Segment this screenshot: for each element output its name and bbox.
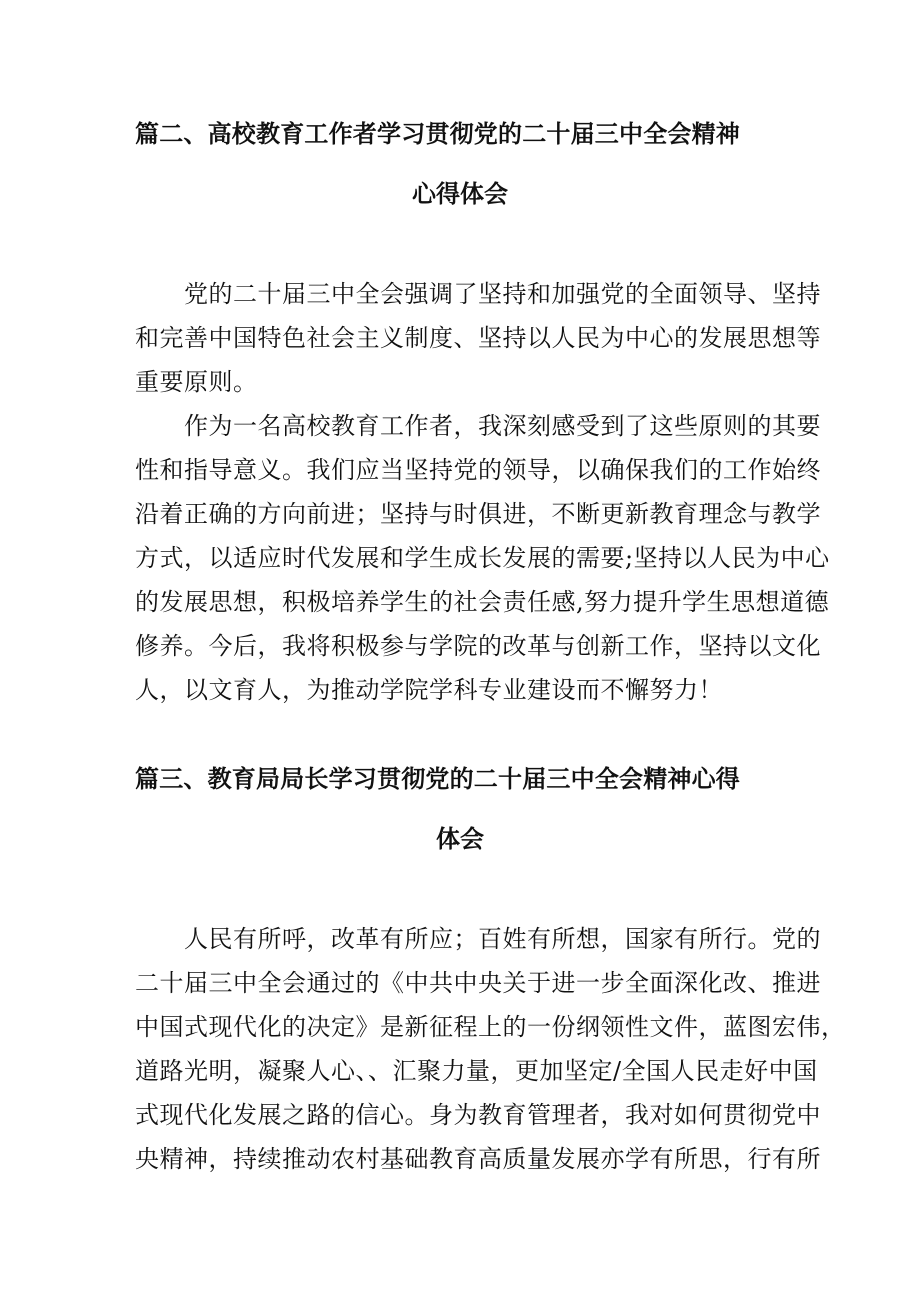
section3-paragraph-1 (135, 917, 846, 1181)
paragraph-line: 和完善中国特色社会主义制度、坚持以人民为中心的发展思想等 (135, 324, 821, 352)
paragraph-line: 道路光明，凝聚人心、、汇聚力量，更加坚定/全国人民走好中国 (135, 1057, 818, 1085)
paragraph-line: 式现代化发展之路的信心。身为教育管理者，我对如何贯彻党中 (135, 1101, 821, 1129)
paragraph-line: 作为一名高校教育工作者，我深刻感受到了这些原则的其要 (135, 412, 821, 440)
section2-paragraph-1 (135, 272, 821, 404)
paragraph-line: 人，以文育人，为推动学院学科专业建设而不懈努力！ (135, 676, 723, 704)
paragraph-line: 党的二十届三中全会强调了坚持和加强党的全面领导、坚持 (135, 280, 821, 308)
paragraph-line: 人民有所呼，改革有所应；百姓有所想，国家有所行。党的 (135, 925, 821, 953)
paragraph-line: 沿着正确的方向前进；坚持与时俱进，不断更新教育理念与教学 (135, 500, 821, 528)
section3-title-line1: 篇三、教育局局长学习贯彻党的二十届三中全会精神心得 (135, 764, 740, 793)
section2-title-line1: 篇二、高校教育工作者学习贯彻党的二十届三中全会精神 (135, 119, 740, 148)
paragraph-line: 重要原则。 (135, 368, 258, 396)
paragraph-line: 的发展思想，积极培养学生的社会责任感,努力提升学生思想道德 (135, 588, 830, 616)
paragraph-line: 中国式现代化的决定》是新征程上的一份纲领性文件，蓝图宏伟， (135, 1013, 846, 1041)
paragraph-line: 方式，以适应时代发展和学生成长发展的需要;坚持以人民为中心 (135, 544, 830, 572)
paragraph-line: 性和指导意义。我们应当坚持党的领导，以确保我们的工作始终 (135, 456, 821, 484)
section2-title-line2: 心得体会 (412, 179, 508, 208)
section2-paragraph-2 (135, 404, 830, 712)
section3-title-line2: 体会 (436, 824, 484, 853)
paragraph-line: 二十届三中全会通过的《中共中央关于进一步全面深化改、推进 (135, 969, 821, 997)
paragraph-line: 央精神，持续推动农村基础教育高质量发展亦学有所思，行有所 (135, 1145, 821, 1173)
paragraph-line: 修养。今后，我将积极参与学院的改革与创新工作，坚持以文化 (135, 632, 821, 660)
